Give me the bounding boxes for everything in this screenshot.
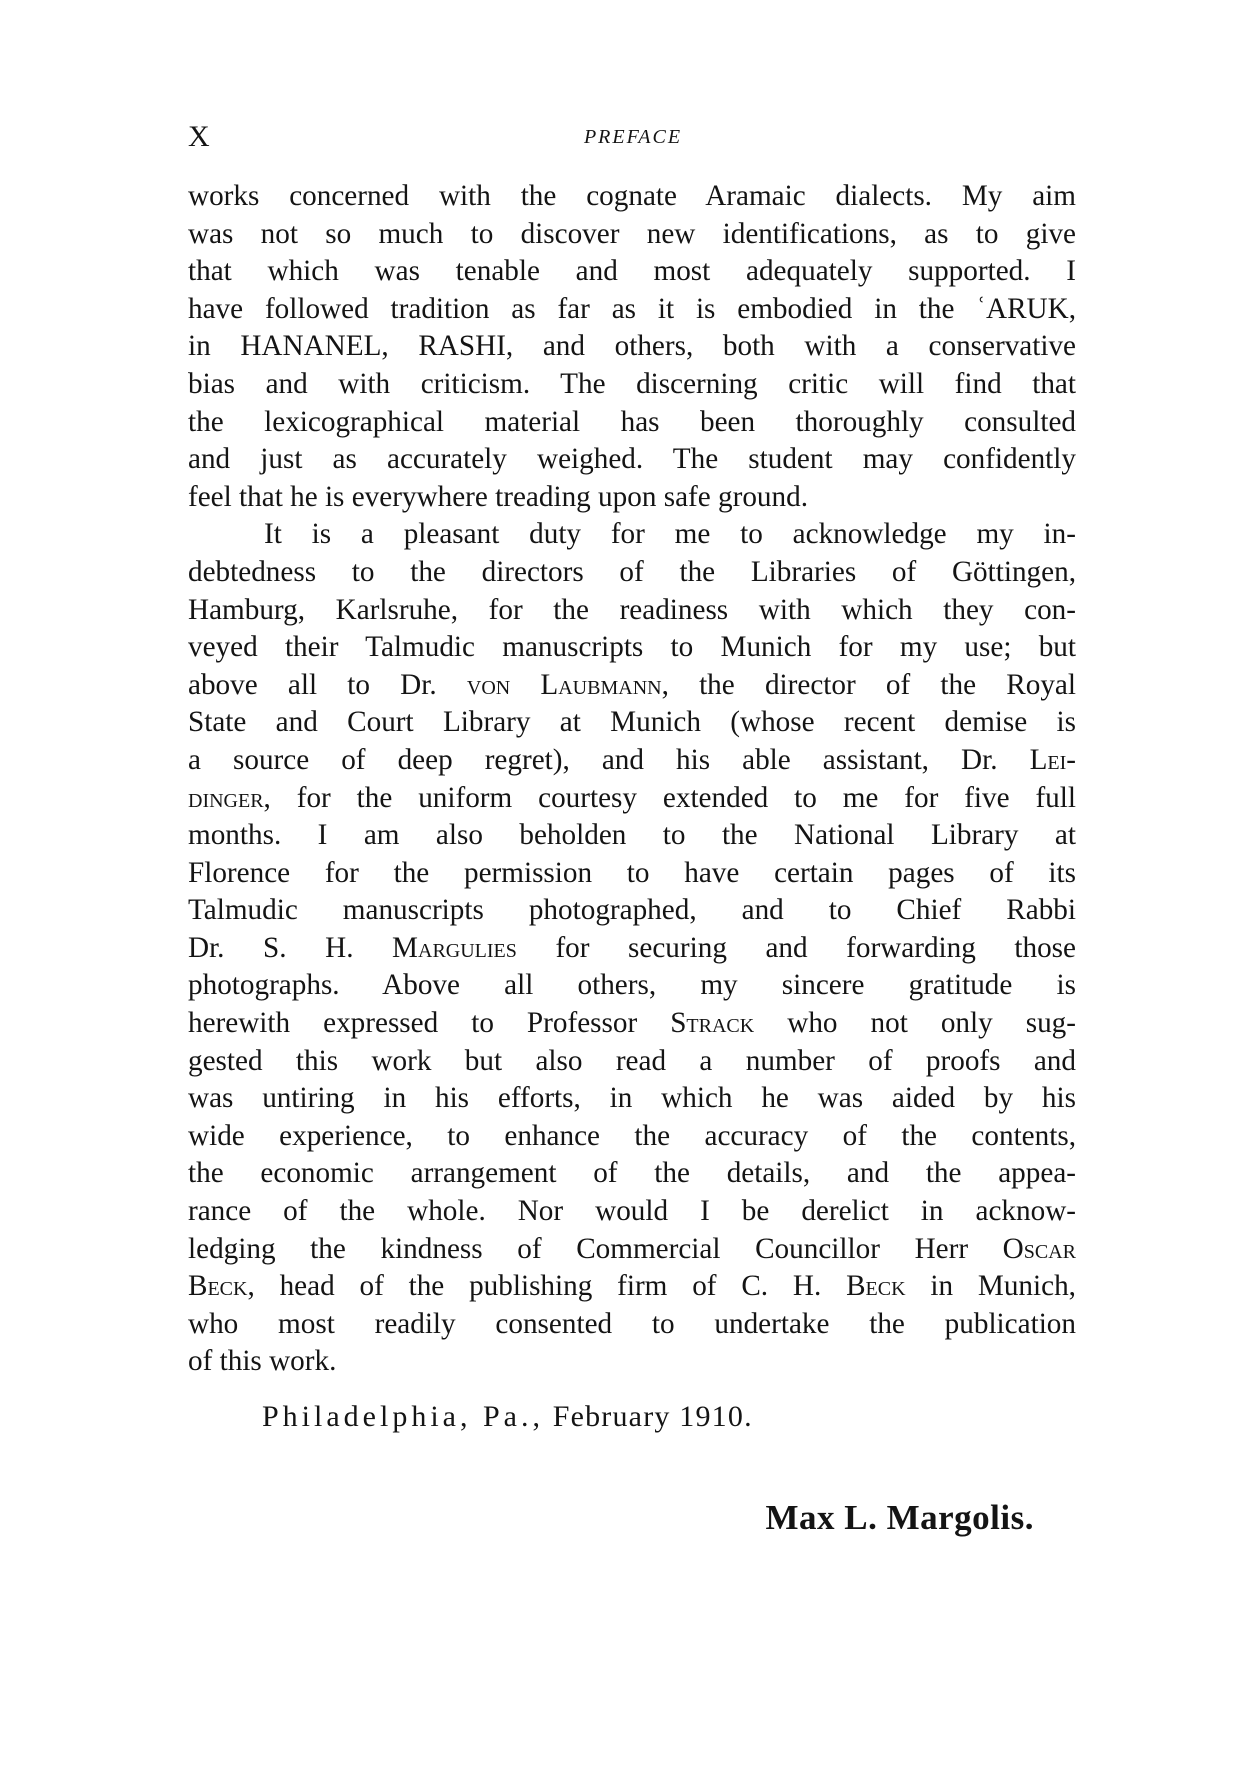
text-line: was untiring in his efforts, in which he was aided by his xyxy=(188,1082,1076,1115)
text-line xyxy=(188,930,1076,968)
name-margulies: Margulies xyxy=(392,931,517,964)
text-run: for securing and forwarding those xyxy=(516,931,1076,964)
text-run: in xyxy=(188,330,241,363)
text-run: , for the uniform courtesy extended to me for five full xyxy=(263,781,1076,814)
text-line: feel that he is everywhere treading upon safe ground. xyxy=(188,480,808,513)
text-run: , xyxy=(381,330,419,363)
text-line: wide experience, to enhance the accuracy of the contents, xyxy=(188,1119,1076,1152)
text-line xyxy=(188,1231,1076,1269)
text-line: Talmudic manuscripts photographed, and to Chief Rabbi xyxy=(188,894,1076,927)
text-run: ledging the kindness of Commercial Councillor Herr xyxy=(188,1232,1003,1265)
text-line: of this work. xyxy=(188,1345,337,1378)
text-line: and just as accurately weighed. The student may confidently xyxy=(188,443,1076,476)
text-line: the lexicographical material has been thoroughly consulted xyxy=(188,405,1076,438)
text-run: Dr. S. H. xyxy=(188,931,393,964)
name-leidinger-part2: dinger xyxy=(188,781,264,814)
name-aruk: ARUK, xyxy=(986,292,1076,325)
text-line: veyed their Talmudic manuscripts to Munich for my use; but xyxy=(188,631,1076,664)
dateline-place: Philadelphia, Pa., xyxy=(262,1400,544,1433)
text-line: Florence for the permission to have certain pages of its xyxy=(188,856,1076,889)
text-line xyxy=(188,291,1076,329)
text-line: rance of the whole. Nor would I be derelict in acknow- xyxy=(188,1195,1076,1228)
text-line: was not so much to discover new identifications, as to give xyxy=(188,217,1076,250)
text-run: , and others, both with a conservative xyxy=(505,330,1077,363)
text-line xyxy=(188,1005,1076,1043)
name-oscar: Oscar xyxy=(1002,1232,1076,1265)
text-line xyxy=(188,328,1076,366)
text-line: It is a pleasant duty for me to acknowledge my in- xyxy=(264,518,1076,551)
text-line: Hamburg, Karlsruhe, for the readiness with which they con- xyxy=(188,593,1076,626)
text-run: , head of the publishing firm of C. H. xyxy=(247,1270,847,1303)
text-line: photographs. Above all others, my sincere gratitude is xyxy=(188,969,1076,1002)
text-line: who most readily consented to undertake the publication xyxy=(188,1307,1076,1340)
text-line xyxy=(188,742,1076,780)
text-line: works concerned with the cognate Aramaic dialects. My aim xyxy=(188,180,1076,212)
running-head: PREFACE xyxy=(583,126,683,148)
text-run: , the director of the Royal xyxy=(661,668,1076,701)
name-beck: Beck xyxy=(188,1270,248,1303)
page-number: X xyxy=(188,120,211,153)
author-signature: Max L. Margolis. xyxy=(765,1498,1034,1537)
name-strack: Strack xyxy=(670,1007,755,1040)
text-run: in Munich, xyxy=(905,1270,1076,1303)
text-line: the economic arrangement of the details, and the appea- xyxy=(188,1157,1076,1190)
text-line: State and Court Library at Munich (whose recent demise is xyxy=(188,706,1076,739)
text-run: who not only sug- xyxy=(754,1007,1076,1040)
dateline-date: February 1910. xyxy=(552,1400,753,1433)
name-hananel: HANANEL xyxy=(240,330,382,363)
text-line: that which was tenable and most adequately supported. I xyxy=(188,255,1076,288)
name-rashi: RASHI xyxy=(418,330,506,363)
text-line: debtedness to the directors of the Libraries of Göttingen, xyxy=(188,555,1076,588)
name-von-laubmann: von Laubmann xyxy=(466,668,662,701)
text-run: a source of deep regret), and his able assistant, Dr. xyxy=(188,743,1030,776)
paragraph-1 xyxy=(188,178,1076,516)
text-line xyxy=(188,780,1076,818)
text-run: have followed tradition as far as it is embodied in the ʿ xyxy=(188,292,986,325)
dateline xyxy=(262,1400,753,1434)
text-line: months. I am also beholden to the National Library at xyxy=(188,819,1076,852)
preface-body xyxy=(188,178,1076,1381)
paragraph-2 xyxy=(188,516,1076,1381)
text-run: herewith expressed to Professor xyxy=(188,1007,671,1040)
name-beck-firm: Beck xyxy=(846,1270,906,1303)
page-header xyxy=(188,120,1078,160)
text-line: gested this work but also read a number of proofs and xyxy=(188,1044,1076,1077)
text-line xyxy=(188,667,1076,705)
text-run: above all to Dr. xyxy=(188,668,467,701)
text-line xyxy=(188,1268,1076,1306)
name-leidinger-part1: Lei- xyxy=(1029,743,1076,776)
text-line: bias and with criticism. The discerning critic will find that xyxy=(188,367,1076,400)
